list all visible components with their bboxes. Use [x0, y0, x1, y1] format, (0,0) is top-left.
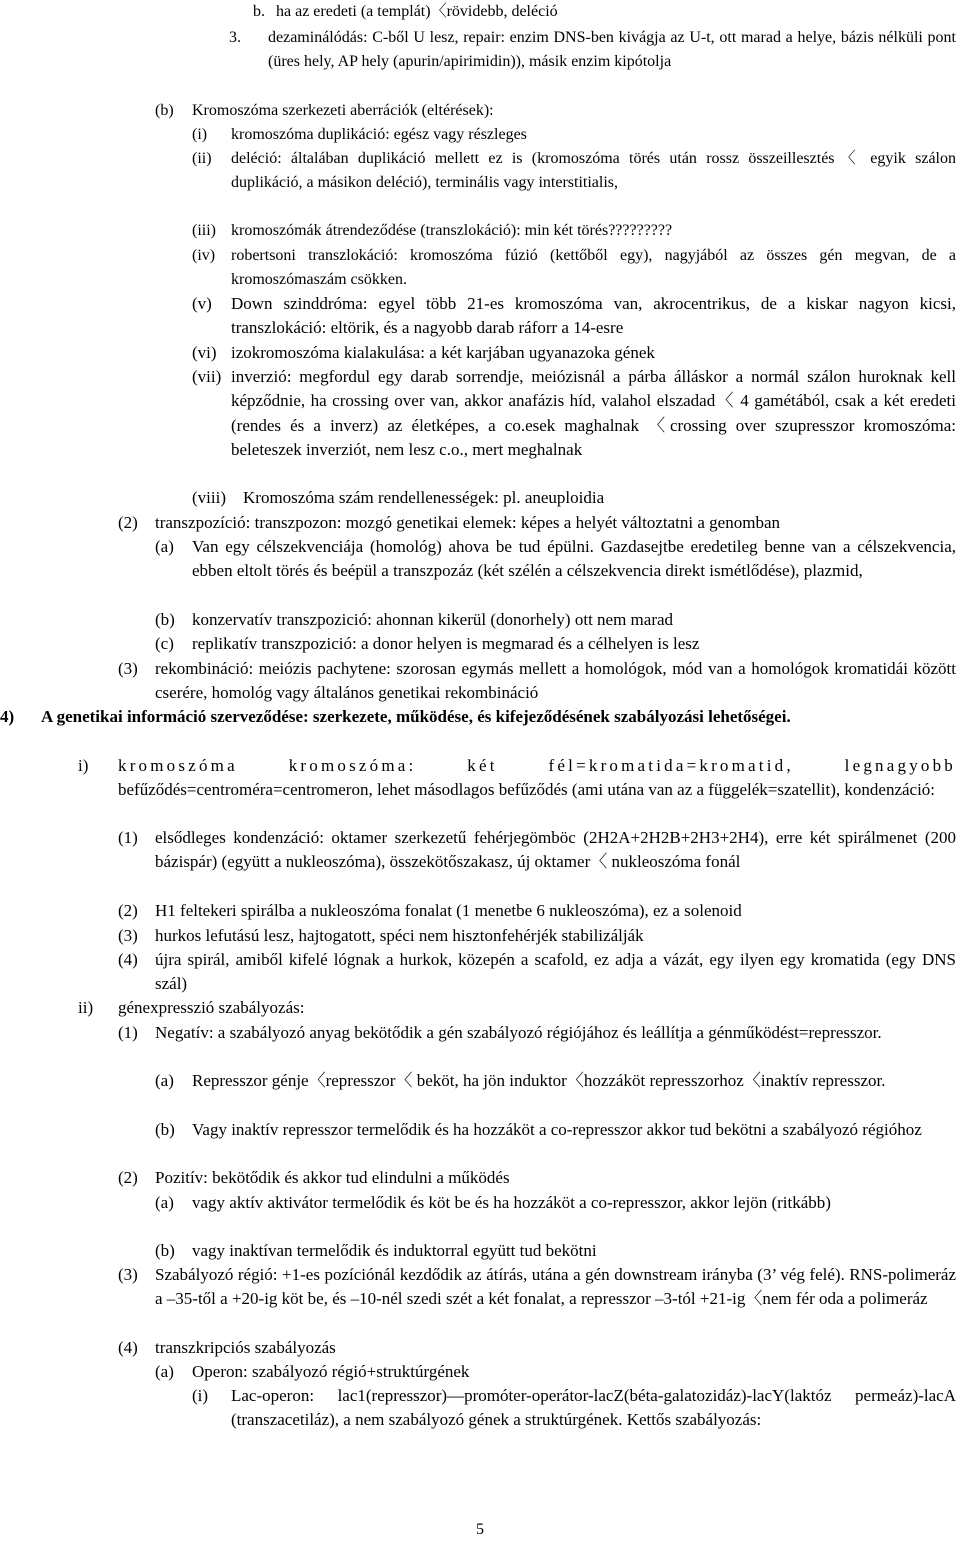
list-item: [253, 0, 956, 24]
list-item: [78, 996, 956, 1020]
list-marker: (3): [118, 659, 138, 678]
list-item: [118, 924, 956, 948]
list-item: [118, 1166, 956, 1190]
list-item: [118, 657, 956, 706]
list-item-text: Operon: szabályozó régió+struktúrgének: [192, 1362, 470, 1381]
list-marker: (a): [155, 1362, 174, 1381]
list-item-text: génexpresszió szabályozás:: [118, 998, 305, 1017]
list-item-text: hurkos lefutású lesz, hajtogatott, spéci nem hisztonfehérjék stabilizálják: [155, 926, 644, 945]
list-item-text: Szabályozó régió: +1-es pozíciónál kezdődik az átírás, utána a gén downstream irányba (3’ vég felé). RNS-polimeráz a –35-től a +20-ig köt be, és –10-nél szedi szét a két fonalat, a represszor –3-tól +21-ig〈nem fér oda a polimeráz: [155, 1265, 956, 1309]
list-marker: i): [78, 756, 89, 775]
list-item: [118, 948, 956, 997]
list-marker: (3): [118, 926, 138, 945]
list-marker: (i): [192, 1386, 209, 1405]
list-item-text: transzpozíció: transzpozon: mozgó genetikai elemek: képes a helyét változtatni a genomban: [155, 513, 780, 532]
list-item: [192, 365, 956, 462]
list-marker: (b): [155, 1120, 175, 1139]
list-item: [118, 1336, 956, 1360]
list-item: [192, 147, 956, 196]
list-marker: (2): [118, 1168, 138, 1187]
list-item-text: dezaminálódás: C-ből U lesz, repair: enzim DNS-ben kivágja az U-t, ott marad a helye, bázis nélküli pont (üres hely, AP hely (apurin/apirimidin)), másik enzim kipótolja: [268, 29, 956, 71]
list-item: [192, 123, 956, 147]
list-marker: (3): [118, 1265, 138, 1284]
list-item: [155, 608, 956, 632]
list-item-text: deléció: általában duplikáció mellett ez is (kromoszóma törés után rossz összeillesztés〈 egyik szálon duplikáció, a másikon deléció), terminális vagy interstitialis,: [231, 150, 956, 192]
list-item: [229, 26, 956, 75]
list-item: [118, 511, 956, 535]
list-item: [155, 535, 956, 584]
list-item-text: Pozitív: bekötődik és akkor tud elindulni a működés: [155, 1168, 510, 1187]
list-item-text: transzkripciós szabályozás: [155, 1338, 336, 1357]
list-item-text: elsődleges kondenzáció: oktamer szerkezetű fehérjegömböc (2H2A+2H2B+2H3+2H4), erre két spirálmenet (200 bázispár) (együtt a nukleoszóma), összekötőszakasz, új oktamer〈 nukleoszóma fonál: [155, 828, 956, 872]
list-item: [192, 292, 956, 341]
list-item: [155, 632, 956, 656]
list-marker: (4): [118, 950, 138, 969]
list-item-text: kromoszóma duplikáció: egész vagy részleges: [231, 126, 527, 143]
list-marker: (2): [118, 901, 138, 920]
list-marker: (a): [155, 1071, 174, 1090]
list-marker: (c): [155, 634, 174, 653]
list-item: [155, 99, 956, 123]
list-marker: (vii): [192, 367, 222, 386]
list-marker: (v): [192, 294, 212, 313]
list-item-text: Down szinddróma: egyel több 21-es kromoszóma van, akrocentrikus, de a kiskar nagyon kicsi, transzlokáció: eltörik, és a nagyobb darab ráforr a 14-esre: [231, 294, 956, 338]
list-marker: (1): [118, 828, 138, 847]
list-marker: 3.: [229, 29, 241, 46]
list-item-text: rekombináció: meiózis pachytene: szorosan egymás mellett a homológok, mód van a homológok kromatidái között cserére, homológ vagy általános genetikai rekombináció: [155, 659, 956, 703]
list-item-text: izokromoszóma kialakulása: a két karjában ugyanazoka gének: [231, 343, 655, 362]
list-item-text: Van egy célszekvenciája (homológ) ahova be tud épülni. Gazdasejtbe eredetileg benne van a célszekvencia, ebben eltolt törés és beépül a transzpozáz (két szélén a célszekvencia direkt ismétlődése), plazmid,: [192, 537, 956, 581]
list-item-text: újra spirál, amiből kifelé lógnak a hurkok, közepén a scafold, ez adja a vázát, egy ilyen egy kromatida (egy DNS szál): [155, 950, 956, 994]
list-marker: (b): [155, 102, 174, 119]
list-marker: (iv): [192, 247, 216, 264]
list-item-text: Vagy inaktív represszor termelődik és ha hozzáköt a co-represszor akkor tud bekötni a szabályozó régióhoz: [192, 1120, 922, 1139]
list-item-text: vagy inaktívan termelődik és induktorral együtt tud bekötni: [192, 1241, 597, 1260]
list-item: [192, 341, 956, 365]
list-item: [192, 244, 956, 293]
list-item-text: ha az eredeti (a templát)〈rövidebb, deléció: [276, 3, 558, 20]
list-item: [192, 1384, 956, 1433]
list-marker: (iii): [192, 222, 216, 239]
list-marker: (vi): [192, 343, 217, 362]
list-item: [118, 899, 956, 923]
list-marker: b.: [253, 3, 265, 20]
list-marker: (2): [118, 513, 138, 532]
list-item-text: Represszor génje〈represszor〈 beköt, ha jön induktor〈hozzáköt represszorhoz〈inaktív represszor.: [192, 1071, 886, 1090]
list-item-text: Lac-operon: lac1(represszor)—promóter-operátor-lacZ(béta-galatozidáz)-lacY(laktóz permeáz)-lacA (transzacetiláz), a nem szabályozó gének a struktúrgének. Kettős szabályozás:: [231, 1386, 956, 1430]
list-item-text: Negatív: a szabályozó anyag bekötődik a gén szabályozó régiójához és leállítja a génműködést=represszor.: [155, 1023, 882, 1042]
list-item: [155, 1360, 956, 1384]
list-item-text: inverzió: megfordul egy darab sorrendje, meiózisnál a párba álláskor a normál szálon huroknak kell képződnie, ha crossing over van, akkor anafázis híd, valahol elszadad〈 4 gamétából, csak a két eredeti (rendes és a inverz) az életképes, a co.esek maghalnak 〈crossing over szupresszor kromoszóma: beleteszek inverziót, nem lesz c.o., mert meghalnak: [231, 367, 956, 459]
list-marker: (a): [155, 537, 174, 556]
list-marker: (a): [155, 1193, 174, 1212]
list-item-text: H1 feltekeri spirálba a nukleoszóma fonalat (1 menetbe 6 nukleoszóma), ez a solenoid: [155, 901, 742, 920]
list-marker: (viii): [192, 488, 226, 507]
list-item: [78, 754, 956, 803]
list-item-text: A genetikai információ szerveződése: szerkezete, működése, és kifejeződésének szabályozási lehetőségei.: [41, 707, 791, 726]
list-marker: ii): [78, 998, 94, 1017]
list-item-text: robertsoni transzlokáció: kromoszóma fúzió (kettőből egy), nagyjából az összes gén megvan, de a kromoszómaszám csökken.: [231, 247, 956, 289]
list-item: [192, 486, 956, 510]
list-item: [155, 1239, 956, 1263]
list-marker: (ii): [192, 150, 212, 167]
list-item-text: replikatív transzpozició: a donor helyen is megmarad és a célhelyen is lesz: [192, 634, 700, 653]
list-item-text: kromoszóma kromoszóma: két fél=kromatida=kromatid, legnagyobb befűződés=centroméra=centromeron, lehet másodlagos befűződés (ami utána van az a függelék=szatellit), kondenzáció:: [118, 756, 956, 800]
list-marker: (1): [118, 1023, 138, 1042]
list-marker: (4): [118, 1338, 138, 1357]
list-item-text: kromoszómák átrendeződése (transzlokáció): min két törés?????????: [231, 222, 673, 239]
list-marker: (i): [192, 126, 208, 143]
list-item: [118, 1021, 956, 1045]
list-marker: 4): [0, 707, 15, 726]
list-item: [155, 1069, 956, 1093]
page-number: 5: [476, 1521, 484, 1538]
list-item: [118, 1263, 956, 1312]
list-item-text: Kromoszóma szerkezeti aberrációk (eltérések):: [192, 102, 494, 119]
list-item: [118, 826, 956, 875]
list-item-text: Kromoszóma szám rendellenességek: pl. aneuploidia: [243, 488, 605, 507]
list-marker: (b): [155, 1241, 175, 1260]
list-item: [155, 1118, 956, 1142]
list-item: [0, 705, 956, 729]
list-item: [155, 1191, 956, 1215]
list-item-text: vagy aktív aktivátor termelődik és köt be és ha hozzáköt a co-represszor, akkor lejön (ritkább): [192, 1193, 831, 1212]
list-item: [192, 219, 956, 243]
list-marker: (b): [155, 610, 175, 629]
list-item-text: konzervatív transzpozició: ahonnan kikerül (donorhely) ott nem marad: [192, 610, 674, 629]
